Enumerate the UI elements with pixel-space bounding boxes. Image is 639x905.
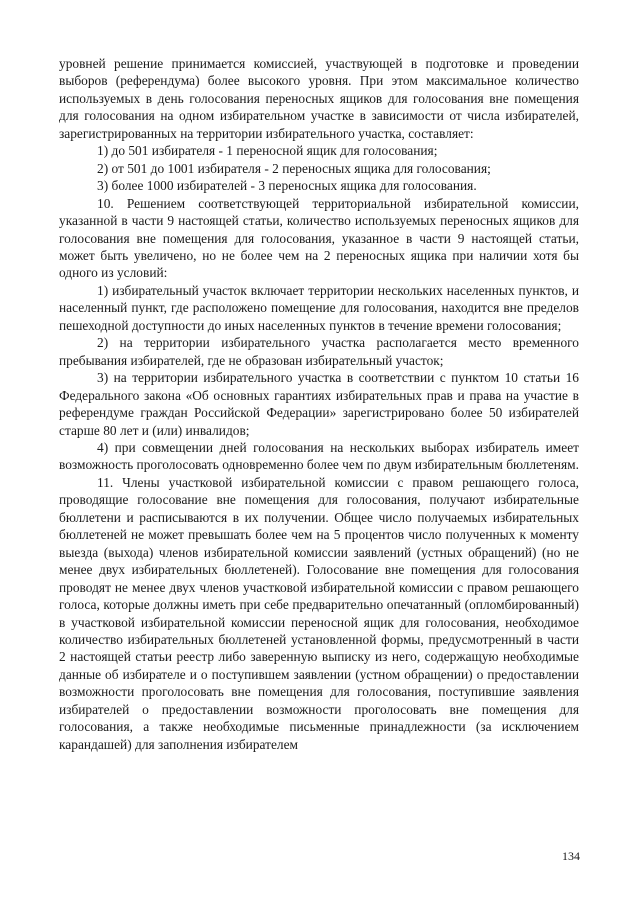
page-number: 134: [562, 849, 580, 863]
condition-item-3: 3) на территории избирательного участка в соответствии с пунктом 10 статьи 16 Федерального закона «Об основных гарантиях избирательных прав и права на участие в референдуме граждан Российской Федерации» зарегистрировано более 50 избирателей старше 80 лет и (или) инвалидов;: [59, 370, 579, 438]
list-item-3: 3) более 1000 избирателей - 3 переносных ящика для голосования.: [97, 178, 477, 194]
paragraph-intro: уровней решение принимается комиссией, участвующей в подготовке и проведении выборов (референдума) более высокого уровня. При этом максимальное количество используемых в день голосования переносных ящиков для голосования вне помещения для голосования на одном избирательном участке в зависимости от числа избирателей, зарегистрированных на территории избирательного участка, составляет:: [59, 56, 579, 141]
paragraph-section-11: 11. Члены участковой избирательной комиссии с правом решающего голоса, проводящие голосование вне помещения для голосования, получают избирательные бюллетени и расписываются в их получении. Общее число получаемых избирательных бюллетеней не может превышать более чем на 5 процентов число полученных к моменту выезда (выхода) членов избирательной комиссии заявлений (устных обращений) (но не менее двух избирательных бюллетеней). Голосование вне помещения для голосования проводят не менее двух членов участковой избирательной комиссии с правом решающего голоса, которые должны иметь при себе предварительно опечатанный (опломбированный) в участковой избирательной комиссии переносной ящик для голосования, необходимое количество избирательных бюллетеней установленной формы, предусмотренный в части 2 настоящей статьи реестр либо заверенную выписку из него, содержащую необходимые данные об избирателе и о поступившем заявлении (устном обращении) о предоставлении возможности проголосовать вне помещения для голосования, поступившие заявления избирателей о предоставлении возможности проголосовать вне помещения для голосования, а также необходимые письменные принадлежности (за исключением карандашей) для заполнения избирателем: [59, 474, 579, 752]
condition-item-4: 4) при совмещении дней голосования на нескольких выборах избиратель имеет возможность проголосовать одновременно более чем по двум избирательным бюллетеням.: [59, 439, 579, 473]
list-item-2: 2) от 501 до 1001 избирателя - 2 переносных ящика для голосования;: [97, 160, 491, 176]
document-body: [59, 55, 579, 753]
condition-item-1: 1) избирательный участок включает территории нескольких населенных пунктов, и населенный пункт, где расположено помещение для голосования, находится вне пределов пешеходной доступности до иных населенных пунктов в течение времени голосования;: [59, 282, 579, 333]
list-item-1: 1) до 501 избирателя - 1 переносной ящик для голосования;: [97, 143, 438, 159]
paragraph-section-10: 10. Решением соответствующей территориальной избирательной комиссии, указанной в части 9 настоящей статьи, количество используемых переносных ящиков для голосования вне помещения для голосования, указанное в части 9 настоящей статьи, может быть увеличено, но не более чем на 2 переносных ящика при наличии хотя бы одного из условий:: [59, 195, 579, 281]
condition-item-2: 2) на территории избирательного участка располагается место временного пребывания избирателей, где не образован избирательный участок;: [59, 335, 579, 368]
